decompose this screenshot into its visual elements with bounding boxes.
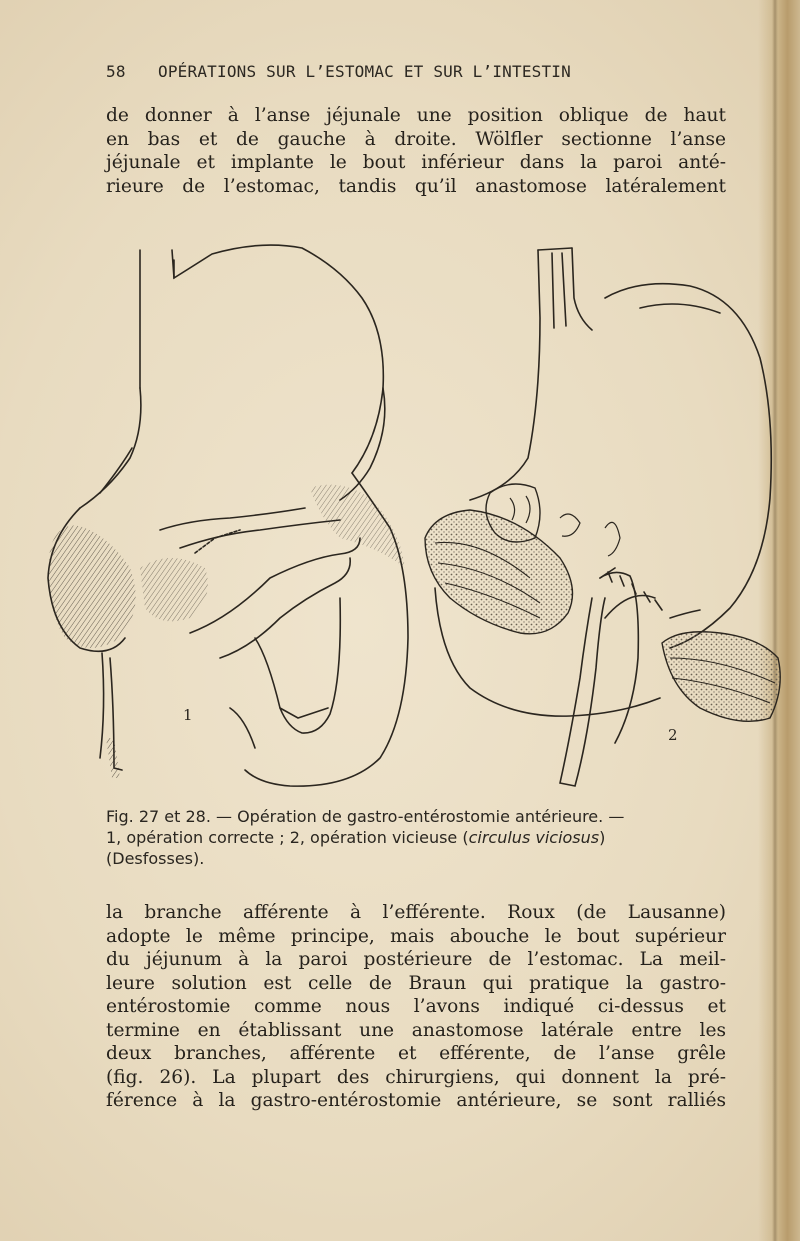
figure-label-2: 2 <box>668 726 678 744</box>
caption-italic-term: circulus viciosus <box>468 828 600 847</box>
text-line: leure solution est celle de Braun qui pratique la gastro- <box>106 972 726 994</box>
figure-illustration <box>40 238 785 793</box>
text-line: termine en établissant une anastomose latérale entre les <box>106 1019 726 1041</box>
text-line: férence à la gastro-entérostomie antérieure, se sont ralliés <box>106 1090 726 1111</box>
paragraph-bottom <box>106 901 726 1113</box>
text-line: adopte le même principe, mais abouche le bout supérieur <box>106 925 726 947</box>
caption-line-2 <box>106 827 710 848</box>
text-line: rieure de l’estomac, tandis qu’il anastomose latéralement <box>106 175 726 197</box>
text-line: de donner à l’anse jéjunale une position oblique de haut <box>106 105 726 126</box>
text-line: entérostomie comme nous l’avons indiqué ci-dessus et <box>106 996 726 1017</box>
paragraph-top <box>106 104 726 198</box>
figure-caption <box>106 806 710 869</box>
text-line: du jéjunum à la paroi postérieure de l’estomac. La meil- <box>106 949 726 970</box>
figure-label-1: 1 <box>183 706 193 724</box>
running-title: OPÉRATIONS SUR L’ESTOMAC ET SUR L’INTESTIN <box>158 62 571 81</box>
text-line: en bas et de gauche à droite. Wölfler sectionne l’anse <box>106 128 726 150</box>
text-line: (fig. 26). La plupart des chirurgiens, qui donnent la pré- <box>106 1066 726 1088</box>
caption-text: 1, opération correcte ; 2, opération vicieuse ( <box>106 828 469 847</box>
anatomical-figure <box>40 238 785 793</box>
text-line: la branche afférente à l’efférente. Roux (de Lausanne) <box>106 902 726 923</box>
text-line: deux branches, afférente et efférente, de l’anse grêle <box>106 1043 726 1064</box>
caption-text: ) <box>599 828 606 847</box>
running-header <box>106 62 726 86</box>
caption-line-1: Fig. 27 et 28. — Opération de gastro-entérostomie antérieure. — <box>106 807 625 826</box>
figure-2-intestine <box>425 484 780 721</box>
page-number: 58 <box>106 62 126 81</box>
caption-line-3: (Desfosses). <box>106 849 205 868</box>
text-line: jéjunale et implante le bout inférieur dans la paroi anté- <box>106 152 726 173</box>
